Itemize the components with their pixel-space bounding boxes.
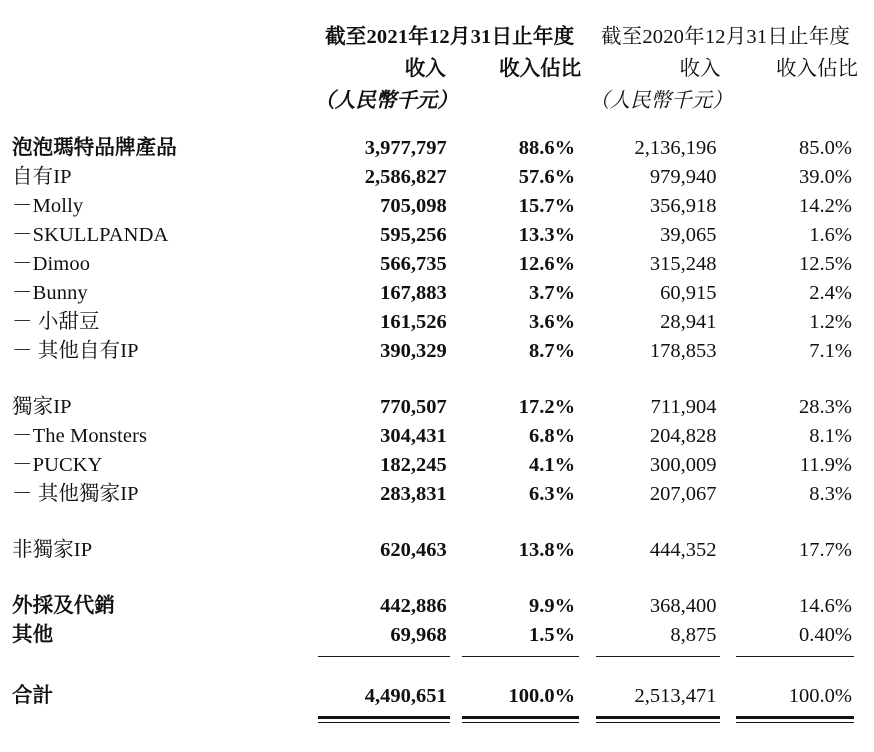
rule-line	[462, 656, 579, 657]
row-revenue-2021: 770,507	[380, 396, 447, 418]
header-label-cell-3	[12, 86, 312, 134]
table-row	[12, 134, 864, 163]
row-revenue-2021: 2,586,827	[364, 166, 447, 188]
header-revenue-2021: 收入	[404, 58, 446, 80]
row-pct-2020: 14.6%	[799, 595, 852, 617]
rule-line	[736, 656, 854, 657]
spacer-cell	[587, 366, 726, 393]
row-pct-2020: 0.40%	[799, 624, 852, 646]
row-revenue-2021: 283,831	[380, 483, 447, 505]
row-revenue-2020: 207,067	[649, 483, 717, 505]
rule-revenue-2020	[587, 650, 726, 664]
section-spacer	[12, 565, 864, 592]
table-row	[12, 250, 864, 279]
row-pct-2021: 1.5%	[528, 624, 576, 646]
spacer-cell	[587, 509, 726, 536]
section-spacer	[12, 509, 864, 536]
row-pct-2021: 6.8%	[528, 425, 576, 447]
row-label: －Dimoo	[12, 253, 91, 275]
total-revenue-2020: 2,513,471	[634, 685, 717, 707]
row-pct-2020: 85.0%	[799, 137, 852, 159]
header-year-2020: 截至2020年12月31日止年度	[600, 26, 851, 48]
row-pct-2021: 9.9%	[528, 595, 576, 617]
spacer-cell	[312, 509, 451, 536]
row-revenue-2020: 204,828	[649, 425, 717, 447]
spacer-cell	[727, 509, 864, 536]
row-revenue-2020: 300,009	[649, 454, 717, 476]
row-revenue-2020: 39,065	[660, 224, 717, 246]
row-pct-2020: 1.2%	[809, 311, 852, 333]
spacer-cell	[12, 565, 312, 592]
row-label: 自有IP	[12, 166, 72, 188]
double-rule-line	[318, 716, 449, 723]
row-label: － 其他獨家IP	[12, 483, 139, 505]
header-unit-row	[12, 86, 864, 134]
rule-line	[596, 656, 719, 657]
row-revenue-2021: 161,526	[380, 311, 447, 333]
total-double-rule-row	[12, 711, 864, 729]
row-pct-2021: 8.7%	[528, 340, 576, 362]
header-label-cell-2	[12, 54, 312, 86]
row-label: －SKULLPANDA	[12, 224, 169, 246]
row-pct-2020: 1.6%	[809, 224, 852, 246]
header-unit-2021: （人民幣千元）	[314, 90, 458, 112]
table-row	[12, 279, 864, 308]
header-year-row	[12, 22, 864, 54]
row-pct-2021: 6.3%	[528, 483, 576, 505]
row-pct-2021: 13.8%	[518, 539, 576, 561]
row-label: － 其他自有IP	[12, 340, 139, 362]
row-revenue-2020: 356,918	[649, 195, 717, 217]
revenue-breakdown-table	[12, 22, 864, 729]
rule-pct-2020	[727, 650, 864, 664]
table-row	[12, 192, 864, 221]
row-pct-2021: 12.6%	[518, 253, 576, 275]
double-rule-pct-2021	[452, 711, 587, 729]
total-pct-2021: 100.0%	[508, 685, 576, 707]
row-pct-2021: 3.6%	[528, 311, 576, 333]
row-pct-2020: 8.1%	[809, 425, 852, 447]
spacer-cell	[12, 366, 312, 393]
total-pct-2020: 100.0%	[788, 685, 852, 707]
row-revenue-2021: 595,256	[380, 224, 447, 246]
spacer-cell	[12, 664, 312, 682]
row-revenue-2021: 390,329	[380, 340, 447, 362]
row-revenue-2020: 711,904	[650, 396, 717, 418]
header-year-2021: 截至2021年12月31日止年度	[325, 26, 575, 48]
subtotal-rule-row	[12, 650, 864, 664]
spacer-cell	[727, 664, 864, 682]
double-rule-label-cell	[12, 711, 312, 729]
table-row	[12, 308, 864, 337]
table-row	[12, 337, 864, 366]
spacer-cell	[312, 366, 451, 393]
header-label-cell	[12, 22, 312, 54]
row-pct-2020: 7.1%	[809, 340, 852, 362]
spacer-cell	[727, 565, 864, 592]
table-body	[12, 134, 864, 729]
row-revenue-2020: 178,853	[649, 340, 717, 362]
row-revenue-2020: 979,940	[649, 166, 717, 188]
rule-revenue-2021	[312, 650, 451, 664]
spacer-cell	[312, 565, 451, 592]
row-revenue-2021: 566,735	[380, 253, 447, 275]
spacer-cell	[452, 509, 587, 536]
row-label: －The Monsters	[12, 425, 148, 447]
row-label: 外採及代銷	[12, 595, 115, 617]
spacer-cell	[727, 366, 864, 393]
row-label: －Molly	[12, 195, 84, 217]
rule-line	[318, 656, 449, 657]
row-revenue-2021: 705,098	[380, 195, 447, 217]
top-spacer	[0, 0, 874, 22]
total-row	[12, 682, 864, 711]
row-pct-2020: 39.0%	[799, 166, 852, 188]
row-revenue-2021: 442,886	[380, 595, 447, 617]
spacer-cell	[587, 664, 726, 682]
row-pct-2021: 4.1%	[528, 454, 576, 476]
row-label: 獨家IP	[12, 396, 72, 418]
row-pct-2020: 11.9%	[799, 454, 852, 476]
double-rule-line	[736, 716, 854, 723]
spacer-cell	[312, 664, 451, 682]
table-row	[12, 536, 864, 565]
spacer-cell	[452, 664, 587, 682]
row-pct-2021: 3.7%	[528, 282, 576, 304]
row-revenue-2020: 8,875	[670, 624, 717, 646]
spacer-cell	[587, 565, 726, 592]
header-pct-2021: 收入佔比	[499, 58, 582, 80]
row-label: 非獨家IP	[12, 539, 93, 561]
table-row	[12, 422, 864, 451]
table-row	[12, 621, 864, 650]
table-row	[12, 480, 864, 509]
spacer-cell	[452, 565, 587, 592]
row-revenue-2021: 69,968	[390, 624, 447, 646]
row-pct-2020: 14.2%	[799, 195, 852, 217]
row-label: 泡泡瑪特品牌產品	[12, 137, 177, 159]
double-rule-revenue-2020	[587, 711, 726, 729]
row-pct-2021: 17.2%	[518, 396, 576, 418]
total-spacer	[12, 664, 864, 682]
section-spacer	[12, 366, 864, 393]
row-label: － 小甜豆	[12, 311, 100, 333]
row-pct-2021: 13.3%	[518, 224, 576, 246]
header-pct-2020: 收入佔比	[776, 58, 858, 80]
table-row	[12, 451, 864, 480]
table-header	[12, 22, 864, 134]
row-pct-2020: 12.5%	[799, 253, 852, 275]
row-pct-2020: 2.4%	[809, 282, 852, 304]
row-pct-2020: 17.7%	[799, 539, 852, 561]
row-revenue-2020: 60,915	[660, 282, 717, 304]
table-row	[12, 163, 864, 192]
row-pct-2020: 8.3%	[809, 483, 852, 505]
header-unit-2020: （人民幣千元）	[589, 90, 733, 112]
total-label: 合計	[12, 685, 54, 707]
row-label: －PUCKY	[12, 454, 103, 476]
row-revenue-2020: 28,941	[660, 311, 717, 333]
rule-pct-2021	[452, 650, 587, 664]
row-revenue-2021: 3,977,797	[364, 137, 447, 159]
double-rule-revenue-2021	[312, 711, 451, 729]
spacer-cell	[12, 509, 312, 536]
row-revenue-2021: 304,431	[380, 425, 447, 447]
row-revenue-2020: 368,400	[649, 595, 717, 617]
header-metric-row	[12, 54, 864, 86]
table-row	[12, 393, 864, 422]
row-label: －Bunny	[12, 282, 88, 304]
double-rule-pct-2020	[727, 711, 864, 729]
table-row	[12, 221, 864, 250]
row-revenue-2021: 620,463	[380, 539, 447, 561]
row-revenue-2020: 444,352	[649, 539, 717, 561]
row-pct-2021: 88.6%	[518, 137, 576, 159]
spacer-cell	[452, 366, 587, 393]
row-revenue-2020: 315,248	[649, 253, 717, 275]
total-revenue-2021: 4,490,651	[364, 685, 447, 707]
double-rule-line	[462, 716, 579, 723]
row-label: 其他	[12, 624, 54, 646]
table-row	[12, 592, 864, 621]
row-pct-2021: 57.6%	[518, 166, 576, 188]
row-revenue-2021: 167,883	[380, 282, 447, 304]
header-revenue-2020: 收入	[679, 58, 721, 80]
row-revenue-2021: 182,245	[380, 454, 447, 476]
double-rule-line	[596, 716, 719, 723]
row-revenue-2020: 2,136,196	[634, 137, 717, 159]
row-pct-2021: 15.7%	[518, 195, 576, 217]
row-pct-2020: 28.3%	[799, 396, 852, 418]
rule-label-cell	[12, 650, 312, 664]
